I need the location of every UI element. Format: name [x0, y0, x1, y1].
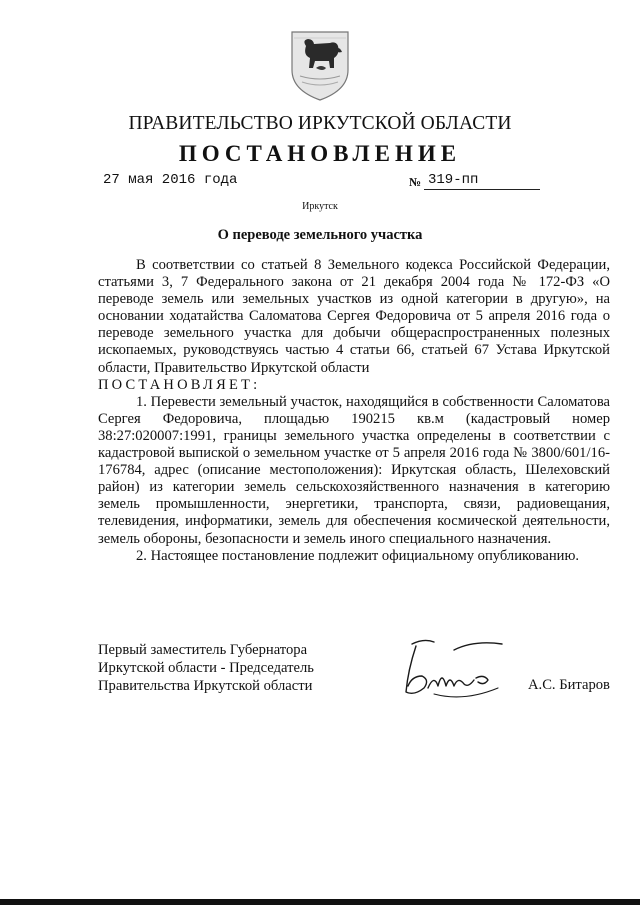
signer-position-line: Иркутской области - Председатель [98, 660, 314, 677]
coat-of-arms-icon [288, 24, 352, 102]
document-subject: О переводе земельного участка [217, 227, 423, 243]
government-title: ПРАВИТЕЛЬСТВО ИРКУТСКОЙ ОБЛАСТИ [128, 113, 512, 134]
document-type-title: ПОСТАНОВЛЕНИЕ [178, 141, 462, 166]
resolves-heading: ПОСТАНОВЛЯЕТ: [98, 376, 261, 393]
item-1-paragraph: 1. Перевести земельный участок, находящийся в собственности Саломатова Сергея Федоровича, площадью 190215 кв.м (кадастровый номер 38:27:020007:1991, границы земельного участка определены в соответствии с кадастровой выпиской о земельном участке от 5 апреля 2016 года № 3800/601/16-176784, адрес (описание местоположения): Иркутская область, Шелеховский район) из категории земель сельскохозяйственного назначения в категорию земель промышленности, энергетики, транспорта, связи, радиовещания, телевидения, информатики, земель для обеспечения космической деятельности, земель обороны, безопасности и земель иного специального назначения. [98, 393, 610, 547]
document-number: 319-пп [428, 172, 479, 188]
signer-position-line: Первый заместитель Губернатора [98, 642, 308, 658]
document-body [98, 257, 610, 565]
city-label: Иркутск [302, 201, 338, 212]
item-2-paragraph: 2. Настоящее постановление подлежит официальному опубликованию. [136, 547, 580, 564]
preamble-paragraph: В соответствии со статьей 8 Земельного кодекса Российской Федерации, статьями 3, 7 Федерального закона от 21 декабря 2004 года № 172-ФЗ «О переводе земель или земельных участков из одной категории в другую», на основании ходатайства Саломатова Сергея Федоровича от 5 апреля 2016 года о переводе земельного участка для добычи общераспространенных полезных ископаемых, руководствуясь частью 4 статьи 66, статьей 67 Устава Иркутской области, Правительство Иркутской области [98, 257, 610, 376]
signer-position [98, 641, 314, 696]
document-date: 27 мая 2016 года [103, 172, 238, 188]
number-label: № [409, 175, 422, 189]
scan-edge-bar [0, 899, 640, 905]
handwritten-signature [394, 630, 512, 710]
number-underline [424, 189, 540, 190]
signer-position-line: Правительства Иркутской области [98, 678, 313, 695]
signer-name: А.С. Битаров [528, 677, 610, 693]
